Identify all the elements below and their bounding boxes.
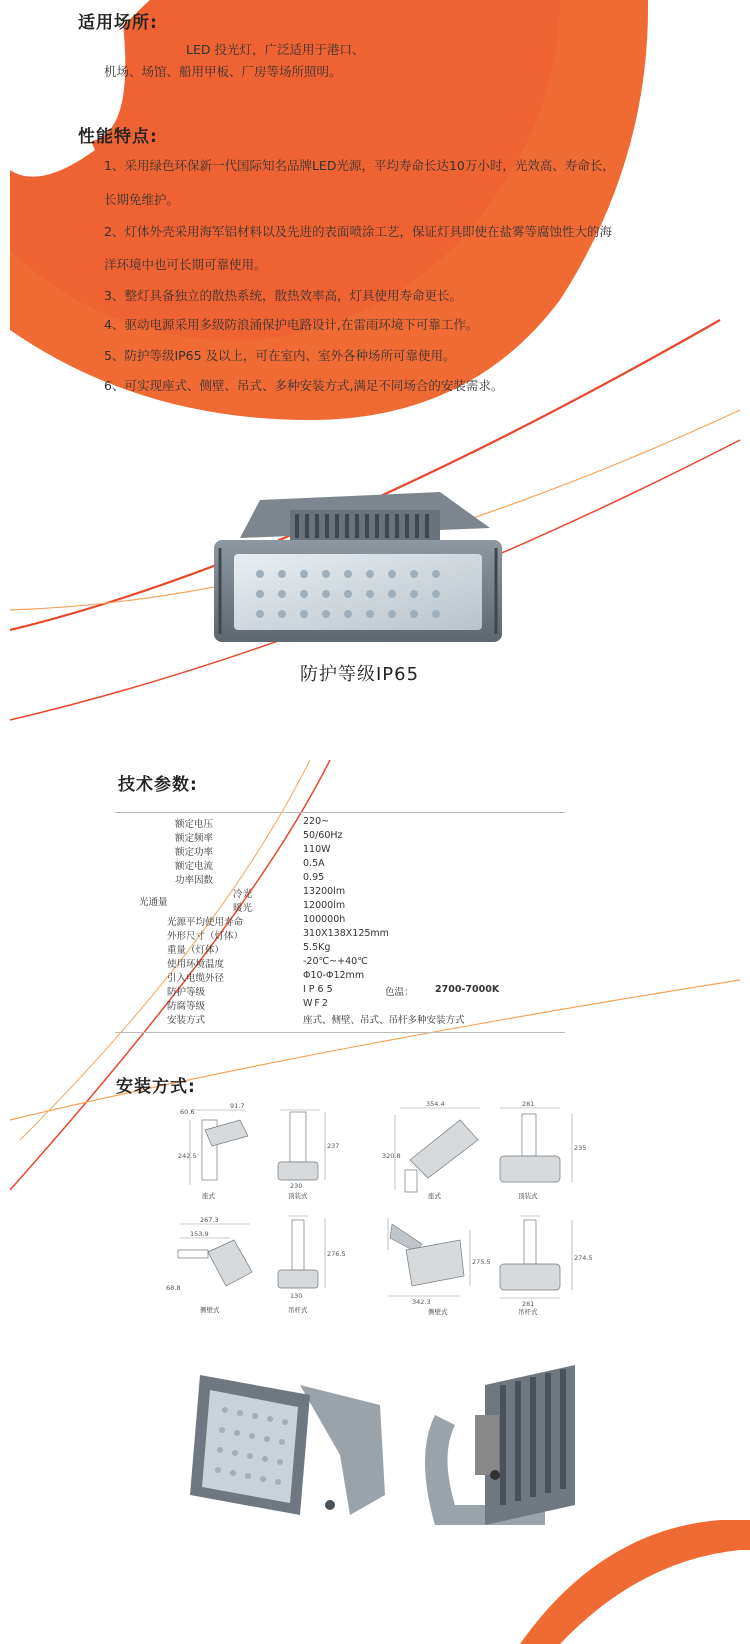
spec-label-mounting: 安装方式: [167, 1015, 206, 1026]
dim-label: 235: [574, 1144, 587, 1152]
applications-line-2: 机场、场馆、船用甲板、厂房等场所照明。: [104, 64, 342, 79]
dim-label: 274.5: [574, 1254, 593, 1262]
spec-label-warm-light: 暖光: [233, 903, 253, 914]
floodlight-product-image: [210, 488, 510, 648]
install-diagrams: [160, 1100, 600, 1330]
diagram-wall-right: [388, 1218, 491, 1316]
caption-label: 座式: [428, 1192, 441, 1200]
diagram-seat-right: [382, 1100, 480, 1200]
specs-table: [115, 808, 565, 1034]
feature-line-2: 长期免维护。: [104, 192, 180, 207]
dim-label: 91.7: [230, 1102, 245, 1110]
caption-label: 吊杆式: [288, 1306, 308, 1314]
diagram-pole-left: [278, 1216, 346, 1314]
dim-label: 342.3: [412, 1298, 431, 1306]
spec-value-mounting: 座式、侧壁、吊式、吊杆多种安装方式: [303, 1015, 465, 1026]
features-heading: 性能特点:: [78, 127, 158, 147]
dim-label: 276.5: [327, 1250, 346, 1258]
spec-label-anticorrosion: 防腐等级: [167, 1001, 206, 1012]
caption-label: 吊杆式: [518, 1308, 538, 1316]
spec-value-anticorrosion: WF2: [303, 998, 330, 1009]
feature-line-3: 2、灯体外壳采用海军铝材料以及先进的表面喷涂工艺，保证灯具即使在盐雾等腐蚀性大的海: [104, 224, 612, 239]
dim-label: 237: [327, 1142, 340, 1150]
feature-line-7: 5、防护等级IP65 及以上，可在室内、室外各种场所可靠使用。: [104, 348, 456, 363]
spec-value-dimensions: 310X138X125mm: [303, 928, 389, 939]
diagram-top-right: [500, 1100, 586, 1200]
spec-value-cool-light: 13200lm: [303, 886, 346, 897]
spec-color-temp-label: 色温：: [385, 987, 414, 998]
dim-label: 68.8: [166, 1284, 181, 1292]
product-photo-front: [180, 1365, 400, 1535]
spec-value-temperature: -20℃~+40℃: [303, 956, 368, 967]
dim-label: 281: [522, 1300, 535, 1308]
spec-value-ip-rating: IP65: [303, 984, 336, 995]
caption-label: 顶装式: [288, 1192, 308, 1200]
diagram-seat-left: [178, 1102, 248, 1200]
feature-line-5: 3、整灯具备独立的散热系统，散热效率高，灯具使用寿命更长。: [104, 288, 462, 303]
dim-label: 230: [290, 1182, 303, 1190]
spec-label-cable: 引入电缆外径: [167, 973, 225, 984]
caption-label: 座式: [202, 1192, 215, 1200]
spec-label-cool-light: 冷光: [233, 889, 253, 900]
spec-value-power: 110W: [303, 844, 331, 855]
spec-group-luminous-flux: 光通量: [139, 897, 168, 908]
diagram-wall-left: [166, 1216, 252, 1314]
install-heading: 安装方式:: [116, 1077, 196, 1097]
spec-value-lifetime: 100000h: [303, 914, 346, 925]
spec-label-weight: 重量（灯体）: [167, 945, 225, 956]
spec-label-power: 额定功率: [175, 847, 214, 858]
spec-label-lifetime: 光源平均使用寿命: [167, 917, 244, 928]
dim-label: 281: [522, 1100, 535, 1108]
dim-label: 267.3: [200, 1216, 219, 1224]
diagram-pole-right: [500, 1216, 593, 1316]
spec-label-rated-voltage: 额定电压: [175, 819, 214, 830]
caption-label: 顶装式: [518, 1192, 538, 1200]
spec-value-rated-voltage: 220~: [303, 816, 330, 827]
feature-line-6: 4、驱动电源采用多级防浪涌保护电路设计,在雷雨环境下可靠工作。: [104, 317, 479, 332]
spec-value-cable: Φ10-Φ12mm: [303, 970, 365, 981]
dim-label: 320.8: [382, 1152, 401, 1160]
caption-label: 侧壁式: [200, 1306, 220, 1314]
spec-label-ip-rating: 防护等级: [167, 987, 206, 998]
spec-value-frequency: 50/60Hz: [303, 830, 343, 841]
spec-value-warm-light: 12000lm: [303, 900, 346, 911]
dim-label: 275.5: [472, 1258, 491, 1266]
dim-label: 153.9: [190, 1230, 209, 1238]
dim-label: 242.5: [178, 1152, 197, 1160]
specs-heading: 技术参数:: [118, 775, 198, 795]
applications-line-1: LED 投光灯，广泛适用于港口、: [186, 42, 365, 57]
spec-value-weight: 5.5Kg: [303, 942, 331, 953]
spec-label-current: 额定电流: [175, 861, 214, 872]
dim-label: 354.4: [426, 1100, 445, 1108]
feature-line-8: 6、可实现座式、侧壁、吊式、多种安装方式,满足不同场合的安装需求。: [104, 378, 504, 393]
spec-label-frequency: 额定频率: [175, 833, 214, 844]
applications-heading: 适用场所:: [78, 13, 158, 33]
spec-label-dimensions: 外形尺寸（灯体）: [167, 931, 244, 942]
product-caption: 防护等级IP65: [300, 664, 420, 685]
dim-label: 60.6: [180, 1108, 195, 1116]
feature-line-4: 洋环境中也可长期可靠使用。: [104, 257, 267, 272]
spec-value-power-factor: 0.95: [303, 872, 325, 883]
diagram-top-left: [278, 1110, 339, 1200]
spec-label-power-factor: 功率因数: [175, 875, 214, 886]
spec-value-current: 0.5A: [303, 858, 325, 869]
spec-label-temperature: 使用环境温度: [167, 959, 225, 970]
caption-label: 侧壁式: [428, 1308, 448, 1316]
product-photo-back: [405, 1355, 585, 1545]
feature-line-1: 1、采用绿色环保新一代国际知名品牌LED光源，平均寿命长达10万小时，光效高、寿命长，: [104, 158, 615, 173]
spec-color-temp-value: 2700-7000K: [435, 984, 500, 995]
dim-label: 130: [290, 1292, 303, 1300]
